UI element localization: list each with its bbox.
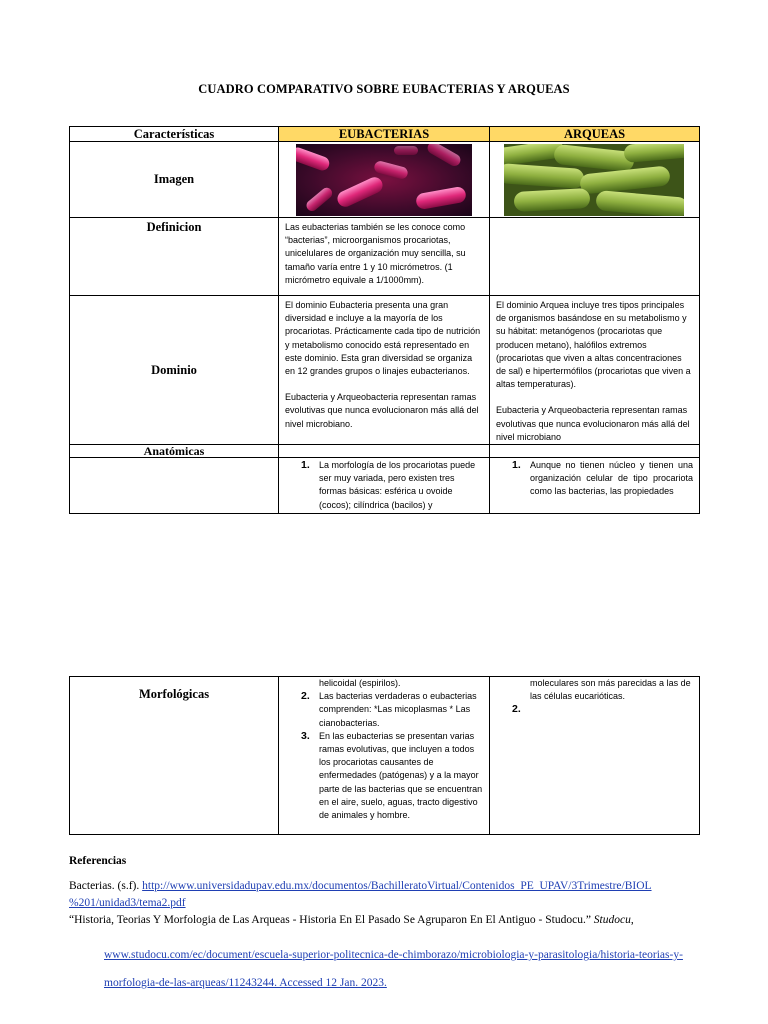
list-text: Aunque no tienen núcleo y tienen una organización celular de tipo procariota como las bacterias, las propiedades: [530, 460, 693, 497]
list-item-continued: [285, 677, 483, 690]
row-morfologicas: [70, 677, 700, 835]
arqueas-dominio: [490, 296, 700, 445]
arqueas-anatomicas: [490, 445, 700, 458]
pink-rod-bacteria-image: [296, 144, 472, 216]
list-number: 1.: [512, 459, 521, 472]
list-item: [496, 459, 693, 499]
eubacterias-morfologicas: [279, 677, 490, 835]
list-text: Las bacterias verdaderas o eubacterias comprenden: *Las micoplasmas * Las cianobacterias.: [319, 691, 477, 728]
arqueas-morfologicas-top: [490, 458, 700, 514]
eubacterias-morfologia-list: [285, 459, 483, 512]
eubacterias-morfologia-list-continued: [285, 677, 483, 822]
list-text: moleculares son más parecidas a las de las células eucarióticas.: [530, 678, 691, 702]
reference-2-link-cont[interactable]: morfologia-de-las-arqueas/11243244. Accessed 12 Jan. 2023.: [104, 977, 387, 989]
cell-eubacterias-image: [279, 142, 490, 218]
label-morfologicas: [70, 677, 279, 835]
document-title: CUADRO COMPARATIVO SOBRE EUBACTERIAS Y ARQUEAS: [198, 82, 570, 96]
arqueas-morfologia-list-continued: [496, 677, 693, 717]
list-number: 1.: [301, 459, 310, 472]
table-header-row: [70, 127, 700, 142]
row-dominio: [70, 296, 700, 445]
label-dominio: Dominio: [70, 296, 279, 445]
label-morfologicas-text: Morfológicas: [138, 687, 210, 701]
label-imagen: Imagen: [70, 142, 279, 218]
list-text: En las eubacterias se presentan varias ramas evolutivas, que incluyen a todos los procariotas causantes de enfermedades (patógenas) y a la mayor parte de las bacterias que se encuentran en el aire, suelo, aguas, tracto digestivo de animales y hombre.: [319, 730, 483, 821]
list-item: [285, 459, 483, 512]
list-number: 2.: [512, 703, 521, 716]
reference-1: [69, 878, 709, 912]
list-item-continued: [496, 677, 693, 703]
label-definicion: [70, 218, 279, 296]
row-definicion: [70, 218, 700, 296]
reference-2-link-block: [104, 941, 704, 997]
arqueas-dominio-p2: Eubacteria y Arqueobacteria representan ramas evolutivas que nunca evolucionaron más allá del nivel microbiano: [496, 405, 690, 442]
eubacterias-anatomicas: [279, 445, 490, 458]
arqueas-morfologicas: [490, 677, 700, 835]
eubacterias-definicion: Las eubacterias también se les conoce como “bacterias”, microorganismos procariotas, unicelulares de organización muy sencilla, su tamaño varía entre 1 y 10 micrómetros. (1 micrómetro equivale a 1/1000mm).: [279, 218, 490, 296]
header-eubacterias: EUBACTERIAS: [279, 127, 490, 142]
label-anatomicas: Anatómicas: [70, 445, 279, 458]
list-item: [496, 703, 693, 716]
list-number: 3.: [301, 729, 310, 742]
reference-1-link-cont[interactable]: %201/unidad3/tema2.pdf: [69, 897, 186, 909]
green-rod-archaea-image: [504, 144, 684, 216]
eubacterias-morfologicas-top: [279, 458, 490, 514]
row-imagen: [70, 142, 700, 218]
references-section: [69, 855, 709, 867]
references-heading: Referencias: [69, 855, 127, 867]
comparison-table: [69, 126, 700, 514]
reference-1-text: Bacterias. (s.f).: [69, 880, 140, 892]
reference-2-source: Studocu: [593, 914, 631, 926]
list-text: La morfología de los procariotas puede ser muy variada, pero existen tres formas básicas: esférica u ovoide (cocos); cilíndrica (bacilos) y: [319, 460, 476, 510]
arqueas-definicion: [490, 218, 700, 296]
list-item: [285, 690, 483, 730]
header-arqueas: ARQUEAS: [490, 127, 700, 142]
row-morfologicas-top: [70, 458, 700, 514]
eubacterias-dominio-p1: El dominio Eubacteria presenta una gran diversidad e incluye a la mayoría de los procariotas. Prácticamente cada tipo de nutrición y metabolismo conocido está representado en este dominio. Esta gran diversidad se organiza en 12 grandes grupos o linajes eubacterianos.: [285, 300, 481, 377]
arqueas-morfologia-list: [496, 459, 693, 499]
list-text: helicoidal (espirilos).: [319, 678, 401, 688]
reference-2-comma: ,: [630, 914, 634, 926]
row-anatomicas: [70, 445, 700, 458]
reference-2-link[interactable]: www.studocu.com/ec/document/escuela-superior-politecnica-de-chimborazo/microbiologia-y-parasitologia/historia-teorias-y-: [104, 949, 683, 961]
label-definicion-text: Definicion: [146, 220, 202, 234]
arqueas-dominio-p1: El dominio Arquea incluye tres tipos principales de organismos basándose en su metabolismo y su hábitat: metanógenos (procariotas que producen metano), halófilos extremos (procariotas que viven a altas concentraciones de sal) e hipertermófilos (procariotas que viven a altas temperaturas).: [496, 300, 691, 390]
list-item: [285, 730, 483, 822]
reference-2: [69, 912, 709, 929]
eubacterias-dominio: [279, 296, 490, 445]
label-morfologicas-top: [70, 458, 279, 514]
reference-1-link[interactable]: http://www.universidadupav.edu.mx/documentos/BachilleratoVirtual/Contenidos_PE_UPAV/3Trimestre/BIOL: [142, 880, 652, 892]
reference-2-text: “Historia, Teorias Y Morfologia de Las Arqueas - Historia En El Pasado Se Agruparon En El Antiguo - Studocu.”: [69, 914, 594, 926]
eubacterias-dominio-p2: Eubacteria y Arqueobacteria representan ramas evolutivas que nunca evolucionaron más allá del nivel microbiano.: [285, 392, 479, 429]
header-caracteristicas: Características: [70, 127, 279, 142]
comparison-table-continued: [69, 676, 700, 835]
list-number: 2.: [301, 690, 310, 703]
cell-arqueas-image: [490, 142, 700, 218]
